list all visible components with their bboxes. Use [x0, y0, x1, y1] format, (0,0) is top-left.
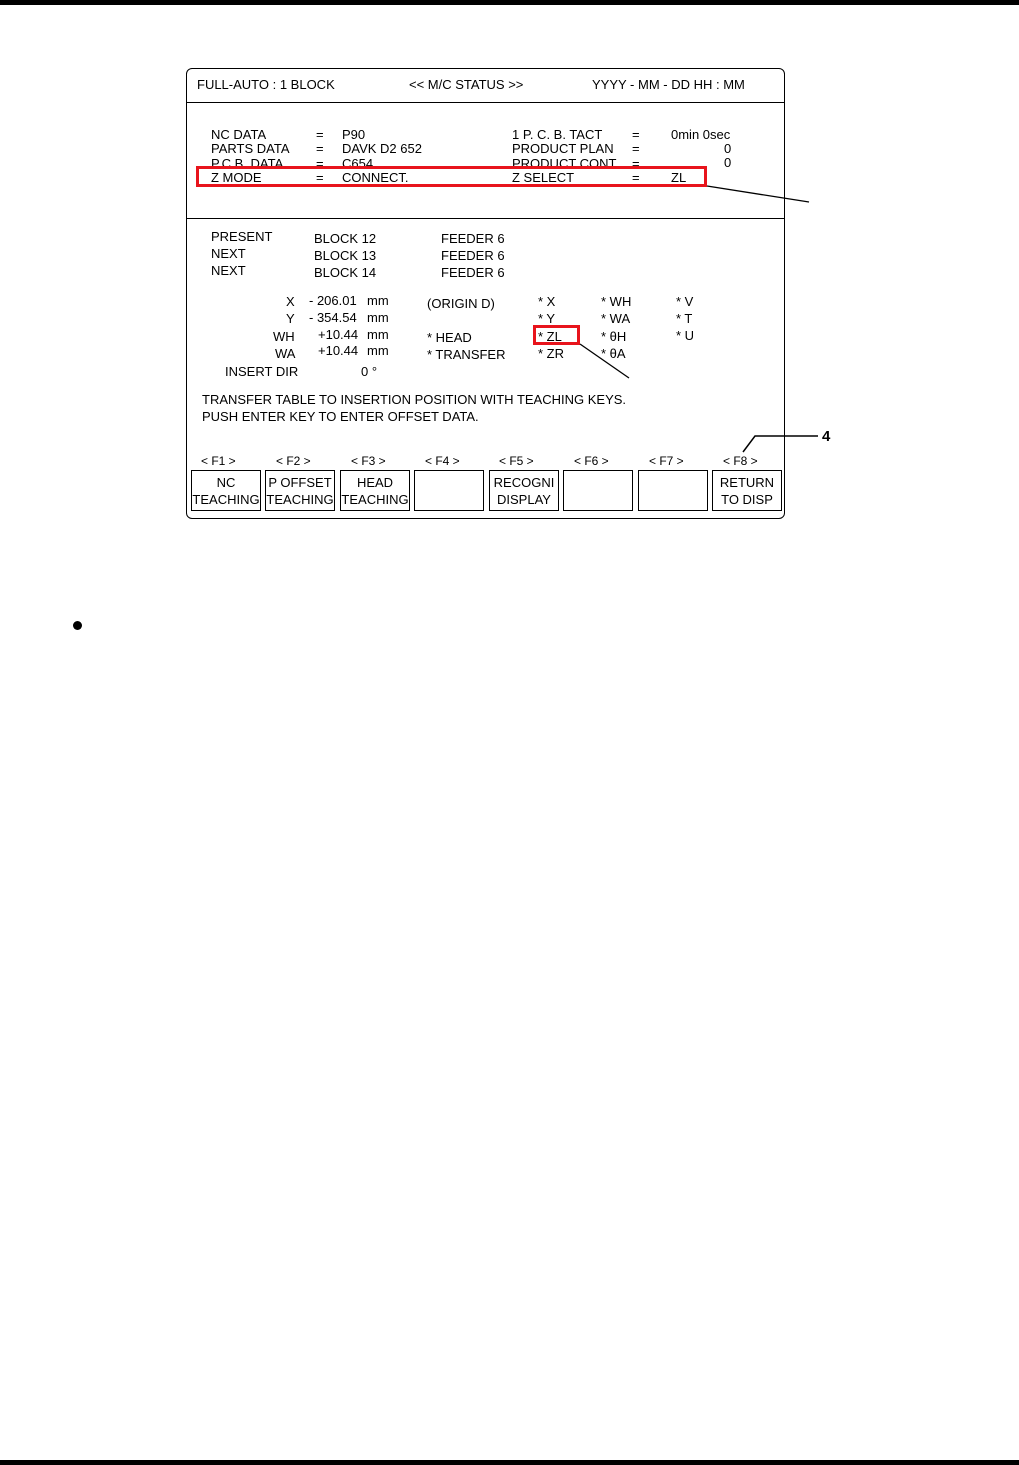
product-cont-value: 0: [724, 155, 732, 170]
axis-zl: * ZL: [538, 329, 562, 344]
nc-data-eq: =: [316, 127, 324, 142]
pos-y-axis: Y: [286, 311, 295, 326]
nc-data-value: P90: [342, 127, 366, 142]
z-select-eq: =: [632, 170, 640, 185]
f8-line2: TO DISP: [721, 491, 773, 507]
pos-x-value: - 206.01: [309, 293, 357, 308]
zl-leader-line: [580, 344, 629, 378]
axis-theta-a: * θA: [601, 346, 626, 361]
next-feeder-1: FEEDER 6: [441, 248, 505, 263]
product-plan-label: PRODUCT PLAN: [512, 141, 614, 156]
origin-head: * HEAD: [427, 330, 472, 345]
next-feeder-2: FEEDER 6: [441, 265, 505, 280]
z-mode-leader-line: [707, 186, 809, 202]
z-mode-label: Z MODE: [211, 170, 262, 185]
f3-line2: TEACHING: [341, 491, 409, 507]
product-cont-label: PRODUCT CONT: [512, 156, 617, 171]
fkey-label-f6: < F6 >: [574, 454, 609, 468]
next-label-1: NEXT: [211, 246, 246, 261]
z-mode-value: CONNECT.: [342, 170, 409, 185]
fkey-label-f2: < F2 >: [276, 454, 311, 468]
pos-y-value: - 354.54: [309, 310, 357, 325]
f1-line1: NC: [216, 474, 236, 490]
axis-t: * T: [676, 311, 693, 326]
fkey-label-f4: < F4 >: [425, 454, 460, 468]
f5-line1: RECOGNI: [493, 474, 555, 490]
fkey-label-f3: < F3 >: [351, 454, 386, 468]
present-label: PRESENT: [211, 229, 273, 244]
f8-line1: RETURN: [719, 474, 775, 490]
axis-wh: * WH: [601, 294, 632, 309]
pos-x-axis: X: [286, 294, 295, 309]
f2-line1: P OFFSET: [268, 474, 332, 490]
f3-line1: HEAD: [356, 474, 394, 490]
f2-line2: TEACHING: [266, 491, 334, 507]
tact-eq: =: [632, 127, 640, 142]
pos-x-unit: mm: [367, 293, 389, 308]
product-plan-value: 0: [724, 141, 732, 156]
axis-u: * U: [676, 328, 695, 343]
axis-theta-h: * θH: [601, 329, 627, 344]
z-select-value: ZL: [671, 170, 687, 185]
f1-line2: TEACHING: [192, 491, 260, 507]
parts-data-eq: =: [316, 141, 324, 156]
axis-y: * Y: [538, 311, 556, 326]
fkey-label-f1: < F1 >: [201, 454, 236, 468]
present-feeder: FEEDER 6: [441, 231, 505, 246]
insert-dir-value: 0 °: [361, 364, 378, 379]
z-select-label: Z SELECT: [512, 170, 575, 185]
tact-label: 1 P. C. B. TACT: [512, 127, 603, 142]
callout-number-4: 4: [822, 428, 831, 445]
next-label-2: NEXT: [211, 263, 246, 278]
pos-wh-axis: WH: [273, 329, 295, 344]
datetime: YYYY - MM - DD HH : MM: [592, 77, 745, 92]
next-block-1: BLOCK 13: [314, 248, 377, 263]
fkey-label-f5: < F5 >: [499, 454, 534, 468]
pos-y-unit: mm: [367, 310, 389, 325]
pcb-data-label: P.C.B. DATA: [211, 156, 284, 171]
message-line-1: TRANSFER TABLE TO INSERTION POSITION WITH TEACHING KEYS.: [202, 392, 627, 407]
parts-data-label: PARTS DATA: [211, 141, 290, 156]
message-line-2: PUSH ENTER KEY TO ENTER OFFSET DATA.: [202, 409, 479, 424]
nc-data-label: NC DATA: [211, 127, 267, 142]
product-cont-eq: =: [632, 156, 640, 171]
pcb-data-eq: =: [316, 156, 324, 171]
axis-v: * V: [676, 294, 694, 309]
fkey-label-f7: < F7 >: [649, 454, 684, 468]
next-block-2: BLOCK 14: [314, 265, 377, 280]
pcb-data-value: C654: [342, 156, 374, 171]
pos-wh-value: +10.44: [318, 327, 359, 342]
axis-zr: * ZR: [538, 346, 564, 361]
axis-x: * X: [538, 294, 556, 309]
pos-wh-unit: mm: [367, 327, 389, 342]
pos-wa-unit: mm: [367, 343, 389, 358]
insert-dir-label: INSERT DIR: [225, 364, 299, 379]
z-mode-eq: =: [316, 170, 324, 185]
f5-line2: DISPLAY: [497, 491, 551, 507]
pos-wa-value: +10.44: [318, 343, 359, 358]
f8-leader-line: [743, 436, 818, 452]
present-block: BLOCK 12: [314, 231, 377, 246]
origin-label: (ORIGIN D): [427, 296, 495, 311]
mode-label: FULL-AUTO : 1 BLOCK: [197, 77, 335, 92]
origin-transfer: * TRANSFER: [427, 347, 506, 362]
screen-title: << M/C STATUS >>: [409, 77, 524, 92]
product-plan-eq: =: [632, 141, 640, 156]
axis-wa: * WA: [601, 311, 631, 326]
fkey-label-f8: < F8 >: [723, 454, 758, 468]
tact-value: 0min 0sec: [671, 127, 731, 142]
parts-data-value: DAVK D2 652: [342, 141, 422, 156]
pos-wa-axis: WA: [275, 346, 296, 361]
bullet-point: [73, 621, 82, 630]
